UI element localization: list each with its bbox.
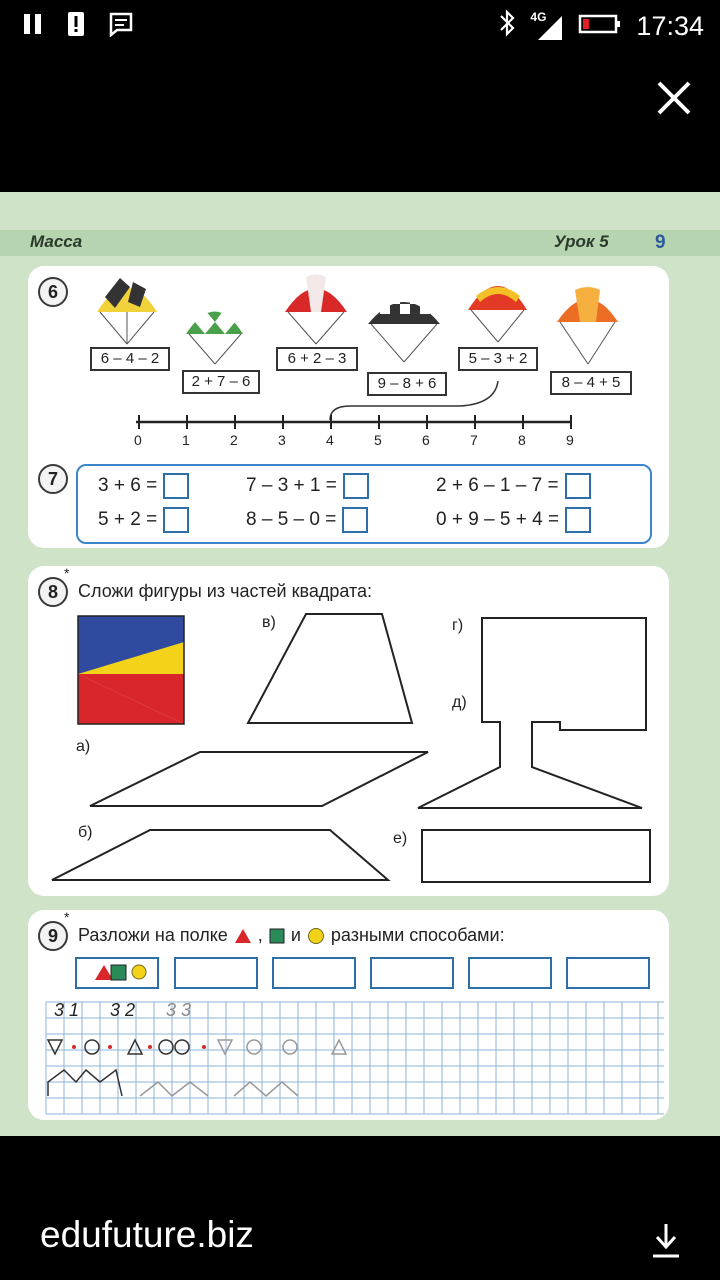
exercise-number: 7 (38, 464, 68, 494)
title-separator: , (257, 925, 263, 945)
tick-label: 7 (470, 432, 478, 448)
tick-label: 9 (566, 432, 574, 448)
expression-tag: 9 – 8 + 6 (367, 372, 447, 396)
expression-tag: 6 – 4 – 2 (90, 347, 170, 371)
star-icon: * (64, 909, 70, 925)
shelf-example (95, 965, 146, 980)
lesson-label: Урок 5 (554, 232, 609, 251)
viewer-top-bar (0, 50, 720, 192)
sequence-number: 3 3 (166, 1000, 192, 1020)
expression-tag: 6 + 2 – 3 (276, 347, 358, 371)
tick-label: 2 (230, 432, 238, 448)
tick-label: 6 (422, 432, 430, 448)
expression-tag: 2 + 7 – 6 (182, 370, 260, 394)
equation-text: 7 – 3 + 1 = (246, 475, 337, 496)
battery-low-icon (578, 11, 622, 42)
page-number: 9 (655, 232, 666, 253)
exercise-number: 9 (38, 921, 68, 951)
message-icon (108, 11, 134, 42)
tick-label: 8 (518, 432, 526, 448)
exercise-8-title: Сложи фигуры из частей квадрата: (78, 581, 373, 601)
sequence-number: 3 2 (110, 1000, 136, 1020)
tick-label: 1 (182, 432, 190, 448)
exercise-number: 6 (38, 277, 68, 307)
tick-label: 3 (278, 432, 286, 448)
shape-label: в) (262, 614, 276, 631)
shape-label: а) (76, 738, 91, 755)
grid-area (46, 1002, 664, 1114)
close-icon[interactable] (656, 80, 692, 116)
pattern-row (48, 1040, 346, 1054)
equation-text: 2 + 6 – 1 – 7 = (436, 475, 559, 496)
tick-label: 5 (374, 432, 382, 448)
zigzag-pattern (48, 1070, 298, 1096)
download-icon[interactable] (650, 1220, 682, 1260)
shape-label: е) (393, 830, 408, 847)
signal-icon (530, 9, 564, 42)
equation-text: 0 + 9 – 5 + 4 = (436, 509, 560, 530)
star-icon: * (64, 565, 70, 581)
title-and: и (290, 925, 301, 945)
tick-label: 4 (326, 432, 334, 448)
shape-label: б) (78, 824, 93, 841)
status-bar (0, 0, 720, 50)
equation-text: 3 + 6 = (98, 475, 158, 496)
shape-label: д) (452, 694, 467, 711)
viewer-bottom-bar (0, 1136, 720, 1280)
network-type: 4G (530, 9, 547, 24)
expression-tag: 8 – 4 + 5 (550, 371, 632, 395)
exercise-number: 8 (38, 577, 68, 607)
title-end: разными способами: (330, 925, 505, 945)
shape-label: г) (452, 617, 464, 634)
site-name[interactable]: edufuture.biz (40, 1214, 254, 1255)
textbook-page[interactable] (0, 192, 720, 1136)
page-header-title: Масса (30, 232, 83, 251)
equation-text: 8 – 5 – 0 = (246, 509, 337, 530)
expression-tag: 5 – 3 + 2 (458, 347, 538, 371)
clock: 17:34 (636, 11, 704, 41)
sequence-number: 3 1 (54, 1000, 80, 1020)
pause-icon (22, 12, 44, 41)
tick-label: 0 (134, 432, 142, 448)
bluetooth-icon (498, 8, 516, 45)
equation-text: 5 + 2 = (98, 509, 158, 530)
alert-icon (66, 10, 86, 43)
title-start: Разложи на полке (78, 925, 228, 945)
shelf-boxes (0, 192, 720, 1136)
